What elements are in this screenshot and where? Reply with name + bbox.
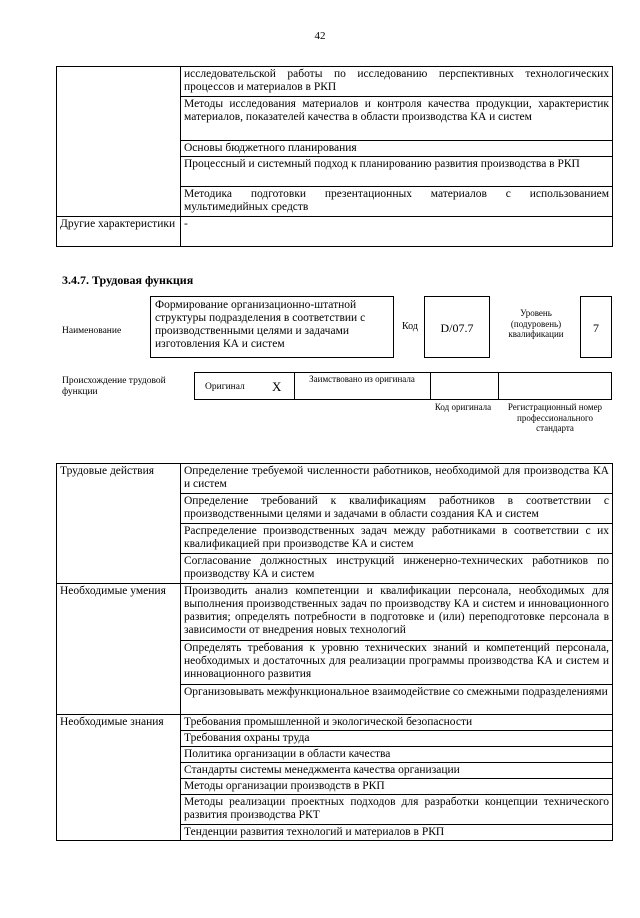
- table-cell: Организовывать межфункциональное взаимодействие со смежными подразделениями: [181, 685, 613, 715]
- table-cell: Определять требования к уровню технических знаний и компетенций персонала, необходимых и достаточных для реализации программы производства КА и систем и инновационного развития: [181, 641, 613, 685]
- table-cell: Методы реализации проектных подходов для разработки концепции технического развития производства РКТ: [181, 795, 613, 825]
- table-row: [57, 67, 613, 97]
- table-row: [57, 584, 613, 641]
- section-heading: 3.4.7. Трудовая функция: [62, 273, 194, 287]
- table-cell: Стандарты системы менеджмента качества организации: [181, 763, 613, 779]
- table-cell: Политика организации в области качества: [181, 747, 613, 763]
- table-cell: Методы организации производств в РКП: [181, 779, 613, 795]
- table-row: [57, 715, 613, 731]
- table-cell: Методика подготовки презентационных материалов с использованием мультимедийных средств: [181, 187, 613, 217]
- section-title: Необходимые умения: [57, 584, 181, 715]
- origin-label: Происхождение трудовой функции: [62, 376, 166, 397]
- table-cell: Тенденции развития технологий и материалов в РКП: [181, 825, 613, 841]
- reg-number-label: Регистрационный номер профессионального стандарта: [507, 402, 603, 433]
- table-cell: Распределение производственных задач между работниками в соответствии с их квалификацией при производстве КА и систем: [181, 524, 613, 554]
- table-cell: Процессный и системный подход к планированию развития производства в РКП: [181, 157, 613, 187]
- table-cell: Другие характеристики: [57, 217, 181, 247]
- table-cell: Требования промышленной и экологической безопасности: [181, 715, 613, 731]
- table-cell: Методы исследования материалов и контроля качества продукции, характеристик материалов, показателей качества в области производства КА и систем: [181, 97, 613, 141]
- divider: [294, 372, 295, 400]
- level-label: Уровень (подуровень) квалификации: [508, 308, 564, 339]
- borrowed-label: Заимствовано из оригинала: [309, 374, 415, 384]
- divider: [498, 372, 499, 400]
- table-cell: [57, 67, 181, 217]
- page-number: 42: [314, 30, 326, 42]
- table-cell: Определение требований к квалификациям работников в соответствии с производственными целями и задачами в области создания КА и систем: [181, 494, 613, 524]
- function-code: D/07.7: [424, 296, 490, 358]
- original-label: Оригинал: [205, 382, 245, 392]
- table-cell: -: [181, 217, 613, 247]
- code-original-label: Код оригинала: [434, 402, 492, 412]
- table-cell: Производить анализ компетенции и квалификации персонала, необходимых для выполнения производственных задач по производству КА и систем и инновационного развития; определять потребности в подготовке и (или) переподготовке персонала в зависимости от внедрения новых технологий: [181, 584, 613, 641]
- name-label: Наименование: [62, 326, 122, 336]
- section-title: Трудовые действия: [57, 464, 181, 584]
- main-table: [56, 463, 613, 841]
- table-cell: Определение требуемой численности работников, необходимой для производства КА и систем: [181, 464, 613, 494]
- divider: [430, 372, 431, 400]
- code-label: Код: [402, 321, 418, 332]
- function-name: Формирование организационно-штатной структуры подразделения в соответствии с производственными целями и задачами изготовления КА и систем: [150, 296, 394, 358]
- section-title: Необходимые знания: [57, 715, 181, 841]
- table-cell: Требования охраны труда: [181, 731, 613, 747]
- level-value: 7: [580, 296, 612, 358]
- top-table: [56, 66, 613, 247]
- table-row: [57, 217, 613, 247]
- table-row: [57, 464, 613, 494]
- table-cell: Основы бюджетного планирования: [181, 141, 613, 157]
- original-mark: X: [272, 379, 282, 394]
- table-cell: Согласование должностных инструкций инженерно-технических работников по производству КА и систем: [181, 554, 613, 584]
- table-cell: исследовательской работы по исследованию перспективных технологических процессов и материалов в РКП: [181, 67, 613, 97]
